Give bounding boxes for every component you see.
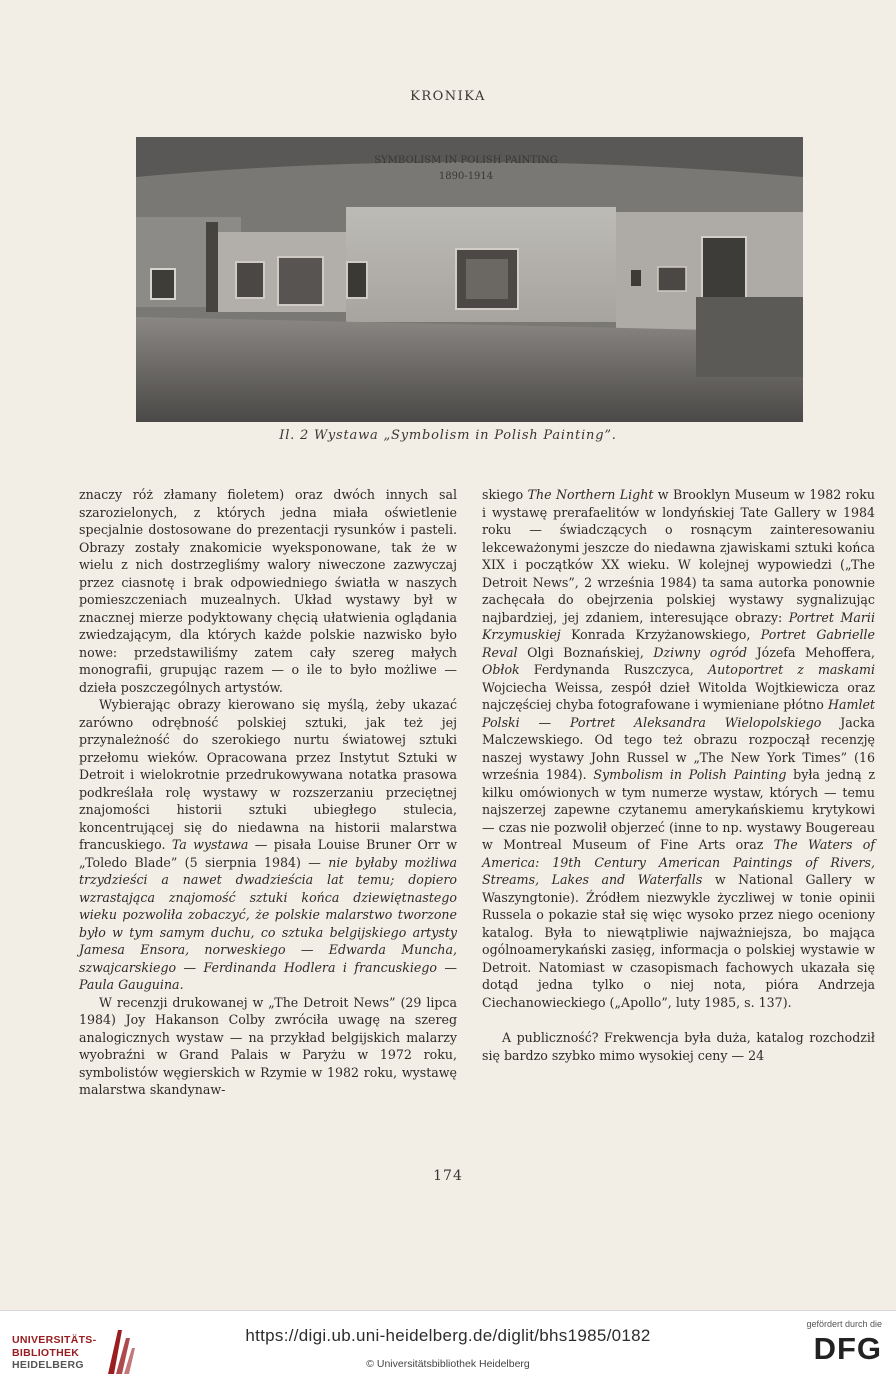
document-url[interactable]: https://digi.ub.uni-heidelberg.de/diglit/bhs1985/0182 (245, 1326, 651, 1345)
left-column (79, 486, 457, 1099)
svg-text:SYMBOLISM IN POLISH PAINTING: SYMBOLISM IN POLISH PAINTING (374, 155, 558, 166)
copyright-notice: © Universitätsbibliothek Heidelberg (366, 1358, 530, 1370)
paragraph: W recenzji drukowanej w „The Detroit News” (29 lipca 1984) Joy Hakanson Colby zwróciła uwagę na szereg analogicznych wystaw — na przykład belgijskich malarzy wyobraźni w Grand Palais w Paryżu w 1972 roku, symbolistów węgierskich w Rzymie w 1982 roku, wystawę malarstwa skandynaw- (79, 994, 457, 1097)
paragraph: skiego The Northern Light w Brooklyn Museum w 1982 roku i wystawę prerafaelitów w londyńskiej Tate Gallery w 1984 roku — świadczących o rosnącym zainteresowaniu lekceważonymi jeszcze do niedawna zjawiskami sztuki końca XIX i początków XX wieku. W kolejnej wypowiedzi („The Detroit News”, 2 września 1984) ta sama autorka ponownie zachęcała do obejrzenia polskiej wystawy sygnalizując najbardziej, jej zdaniem, interesujące obrazy: Portret Marii Krzymuskiej Konrada Krzyżanowskiego, Portret Gabrielle Reval Olgi Boznańskiej, Dziwny ogród Józefa Mehoffera, Obłok Ferdynanda Ruszczyca, Autoportret z maskami Wojciecha Weissa, zespół dzieł Witolda Wojtkiewicza oraz najczęściej chyba fotografowane i wymieniane płótno Hamlet Polski — Portret Aleksandra Wielopolskiego Jacka Malczewskiego. Od tego też obrazu rozpoczął recenzję naszej wystawy John Russel w „The New York Times” (16 września 1984). Symbolism in Polish Painting była jedną z kilku omówionych w tym numerze wystaw, których — temu najszerzej zapewne czytanemu amerykańskiemu krytykowi — czas nie pozwolił objerzeć (inne to np. wystawy Bougereau w Montreal Museum of Fine Arts oraz The Waters of America: 19th Century American Paintings of Rivers, Streams, Lakes and Waterfalls w National Gallery w Waszyngtonie). Źródłem niezwykle życzliwej w tonie opinii Russela o pokazie stał się więc wysoko przez niego oceniony katalog. Była to niewątpliwie najważniejsza, bo mająca ogólnoamerykański zasięg, informacja o polskiej wystawie w Detroit. Natomiast w czasopismach fachowych ukazała się dotąd jedna tylko o niej nota, pióra Andrzeja Ciechanowieckiego („Apollo”, luty 1985, s. 137). (482, 487, 876, 1010)
funded-by-label: gefördert durch die (806, 1319, 882, 1329)
exhibition-photo (136, 137, 803, 422)
dfg-logo[interactable] (790, 1319, 882, 1367)
svg-text:1890-1914: 1890-1914 (438, 171, 494, 182)
library-name-line3: HEIDELBERG (12, 1359, 84, 1371)
dfg-wordmark: DFG (813, 1331, 882, 1366)
running-header: KRONIKA (410, 89, 486, 104)
paragraph: znaczy róż złamany fioletem) oraz dwóch innych sal szarozielonych, z których jedna miała oświetlenie specjalnie dostosowane do prezentacji rysunków i pasteli. Obrazy zostały znakomicie wyeksponowane, tak że w wielu z nich dostrzegliśmy walory niweczone zazwyczaj przez ciasnotę i brak odpowiedniego światła w naszych pomieszczeniach muzealnych. Układ wystawy był w znacznej mierze podyktowany chęcią ułatwienia oglądania zwiedzającym, dla których każde polskie nazwisko było nowe: przedstawiliśmy zatem cały szereg małych monografii, grupując razem — o ile to było możliwe — dzieła poszczególnych artystów. (79, 487, 457, 695)
figure-caption: Il. 2 Wystawa „Symbolism in Polish Painting”. (279, 428, 617, 443)
right-column (482, 486, 875, 1064)
library-name-line2: BIBLIOTHEK (12, 1346, 80, 1359)
paragraph: A publiczność? Frekwencja była duża, katalog rozchodził się bardzo szybko mimo wysokiej ceny — 24 (482, 1030, 875, 1063)
viewer-footer (0, 1310, 896, 1383)
page-number: 174 (433, 1168, 463, 1184)
paragraph: Wybierając obrazy kierowano się myślą, żeby ukazać zarówno odrębność polskiej sztuki, jak też jej przynależność do szerokiego nurtu światowej sztuki przełomu wieków. Opracowana przez Instytut Sztuki w Detroit i wielokrotnie przedrukowywana notatka prasowa podkreślała rolę wystawy w rozszerzaniu przeciętnej znajomości historii sztuki ubiegłego stulecia, koncentrującej się do niedawna na historii malarstwa francuskiego. Ta wystawa — pisała Louise Bruner Orr w „Toledo Blade” (5 sierpnia 1984) — nie byłaby możliwa trzydzieści a nawet dwadzieścia lat temu; dopiero wzrastająca znajomość sztuki końca dziewiętnastego wieku pozwoliła zobaczyć, że polskie malarstwo tworzone było w tym samym duchu, co sztuka belgijskiego artysty Jamesa Ensora, norweskiego — Edwarda Muncha, szwajcarskiego — Ferdinanda Hodlera i francuskiego — Paula Gauguina. (79, 697, 458, 992)
library-name-line1: UNIVERSITÄTS- (12, 1334, 97, 1346)
